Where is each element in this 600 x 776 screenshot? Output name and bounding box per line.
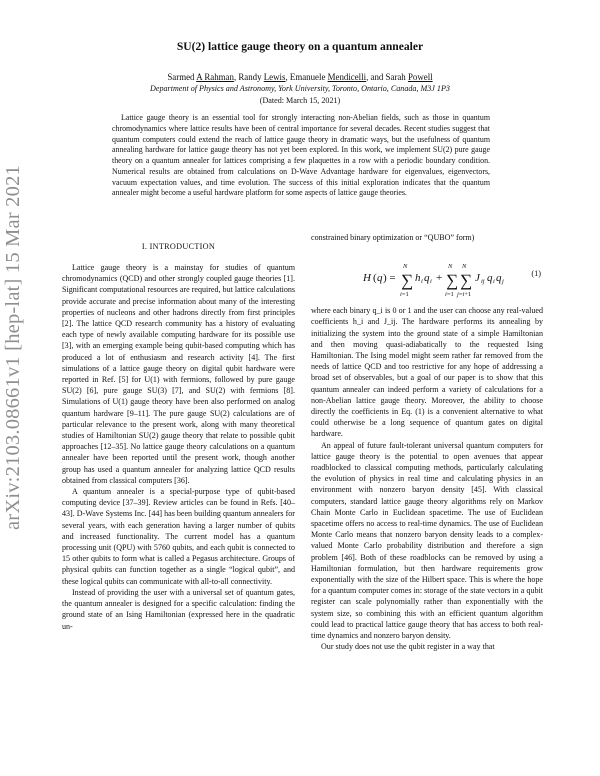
paragraph: An appeal of future fault-tolerant universal quantum computers for lattice gauge theory is the potential to open avenues that appear roadblocked to classical computing methods, particularly calculating the evolution of physics in real time and calculating physics in an environment with nonzero baryon density [45]. With classical computers, standard lattice gauge theory algorithms rely on Markov Chain Monte Carlo in Euclidean spacetime. The use of Euclidean spacetime offers no access to real-time dynamics. The use of Euclidean Monte Carlo means that nonzero baryon density leads to a complex-valued Monte Carlo probability distribution and therefore a sign problem [46]. Both of these roadblocks can be removed by using a Hamiltonian formulation, but then hardware requirements grow exponentially with the size of the Hilbert space. This is where the hope for a quantum computer comes in: storage of the state vectors in a qubit register can scale polynomially rather than exponentially with the system size, so combining this with an efficient quantum algorithm could lead to practical lattice gauge theory that has access to both real-time dynamics and nonzero baryon density. [311,440,543,641]
paper-title: SU(2) lattice gauge theory on a quantum annealer [176,40,424,53]
author-2-link[interactable]: Lewis [263,72,286,82]
author-4-link[interactable]: Powell [407,72,433,82]
author-separator: , Randy [233,72,264,82]
author-3-link[interactable]: Mendicelli [327,72,367,82]
svg-text:i: i [493,278,495,286]
svg-text:i=1: i=1 [445,291,454,299]
right-column [311,232,543,653]
svg-text:N: N [462,263,467,271]
paragraph: A quantum annealer is a special-purpose type of qubit-based computing device [37–39]. Review articles can be found in Refs. [40–43]. D-Wave Systems Inc. [44] has been building quantum annealers for several years, with each generation having a larger number of qubits and increased functionality. The current model has a quantum processing unit (QPU) with 5760 qubits, and each qubit is connected to 15 other qubits to form what is called a Pegasus architecture. Groups of physical qubits can function together as a single “logical qubit”, and these logical qubits can communicate with all-to-all connectivity. [62,487,295,586]
equation-1 [311,247,543,303]
author-separator: , and Sarah [366,72,408,82]
date-line: (Dated: March 15, 2021) [259,96,341,105]
svg-text:i: i [430,278,432,286]
svg-text:q: q [377,272,383,285]
svg-text:j=i+1: j=i+1 [457,291,472,299]
svg-text:) =: ) = [383,272,396,285]
svg-text:∑: ∑ [446,271,459,291]
paragraph: Instead of providing the user with a universal set of quantum gates, the quantum annealer is designed for a specific calculation: finding the ground state of an Ising Hamiltonian (expressed here in the quadratic un- [62,587,295,631]
arxiv-identifier-stamp: arXiv:2103.08661v1 [hep-lat] 15 Mar 2021 [2,165,24,530]
paragraph: where each binary q_i is 0 or 1 and the user can choose any real-valued coefficients h_i and J_ij. The hardware performs its annealing by initializing the system into the ground state of a simple Hamiltonian and then moving quasi-adiabatically to the requested Ising Hamiltonian. The Ising model might seem rather far removed from the needs of lattice QCD and too restrictive for any hope of addressing a broad set of observables, but a goal of our paper is to show that this quantum annealer can indeed perform a variety of calculations for a non-Abelian lattice gauge theory. Moreover, the ability to choose directly the coefficients in Eq. (1) is a convenient alternative to what could otherwise be a long sequence of quantum gates on digital hardware. [311,306,543,439]
svg-text:q: q [424,272,430,285]
svg-text:H: H [363,272,371,285]
svg-text:i=1: i=1 [400,291,409,299]
svg-text:N: N [448,263,453,271]
author-1-link[interactable]: A Rahman [196,72,234,82]
svg-text:J: J [475,272,480,285]
author-separator: , Emanuele [285,72,328,82]
author-1-given: Sarmed [167,72,197,82]
abstract: Lattice gauge theory is an essential tool for strongly interacting non-Abelian fields, such as those in quantum chromodynamics where lattice results have been of central importance for several decades. Recent studies suggest that quantum computers could extend the reach of lattice gauge theory in dramatic ways, but the usefulness of quantum annealing hardware for lattice gauge theory has not yet been explored. In this work, we implement SU(2) pure gauge theory on a quantum annealer for lattices comprising a few plaquettes in a row with a periodic boundary condition. Numerical results are obtained from calculations on D-Wave Advantage hardware for eigenvalues, eigenvectors, vacuum expectation values, and time evolution. The success of this initial exploration indicates that the quantum annealer might become a useful hardware platform for some aspects of lattice gauge theories. [112,113,490,198]
affiliation: Department of Physics and Astronomy, York University, Toronto, Ontario, Canada, M3J 1P3 [150,84,450,93]
paragraph: constrained binary optimization or “QUBO” form) [311,233,475,242]
svg-text:(: ( [373,272,377,285]
equation-number: (1) [531,269,541,279]
svg-text:q: q [487,272,493,285]
svg-text:h: h [415,272,421,285]
svg-text:∑: ∑ [460,271,473,291]
svg-text:q: q [496,272,502,285]
paragraph: Our study does not use the qubit register in a way that [321,642,495,652]
svg-text:ij: ij [481,278,485,286]
author-list [60,72,540,82]
left-column [62,262,295,632]
svg-text:i: i [421,278,423,286]
svg-text:∑: ∑ [401,271,414,291]
paragraph: Lattice gauge theory is a mainstay for studies of quantum chromodynamics (QCD) and other strongly coupled gauge theories [1]. Significant computational resources are required, but lattice calculations provide accurate and precise information about many of the interesting properties of nucleons and other hadrons directly from first principles [2]. The lattice QCD research community has a history of evaluating each type of newly available computing hardware for its possible use [3], with an emerging example being qubit-based computing which has produced a lot of enthusiasm and research activity [4]. The first simulations of a lattice gauge theory on digital qubit hardware were reported in Ref. [5] for U(1) with fermions, followed by pure gauge SU(2) [6], pure gauge SU(3) [7], and SU(2) with fermions [8]. Simulations of U(1) gauge theory have been also performed on analog quantum hardware [9–11]. The pure gauge SU(2) calculations are of particular relevance to the present work, along with many theoretical studies of Hamiltonian SU(2) gauge theory that relate to possible qubit approaches [12–35]. No lattice gauge theory calculations on a quantum annealer have been reported until the present work, though another group has used a quantum annealer for analyzing lattice QCD results obtained from classical computers [36]. [62,263,295,485]
svg-text:N: N [403,263,408,271]
section-heading-introduction: I. INTRODUCTION [141,242,216,251]
svg-text:+: + [436,272,443,285]
qubo-hamiltonian-formula [363,255,513,299]
svg-text:j: j [502,278,504,286]
